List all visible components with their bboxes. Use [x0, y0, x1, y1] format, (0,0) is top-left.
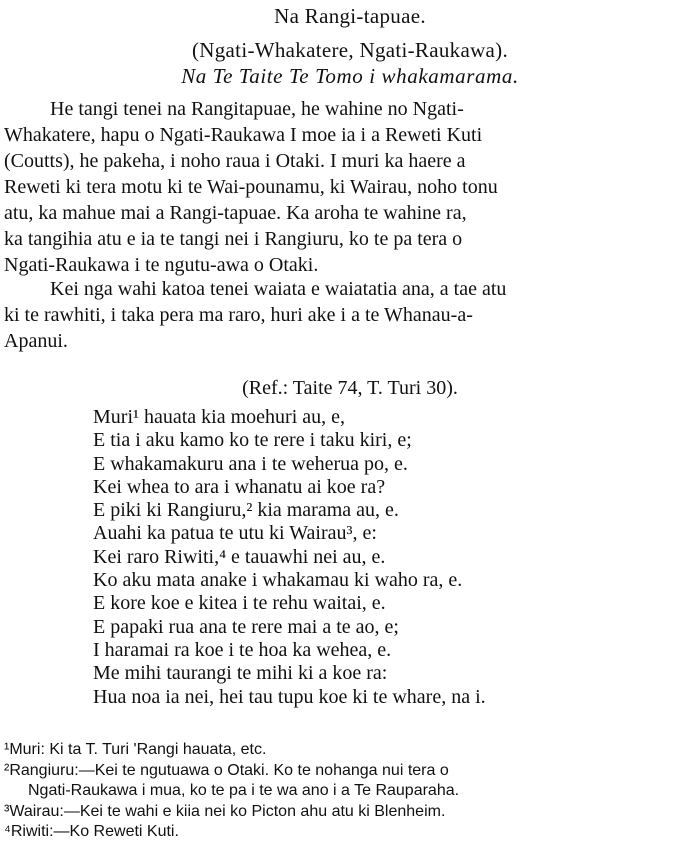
- verse-line: E whakamakuru ana i te weherua po, e.: [93, 452, 408, 475]
- intro-line: (Coutts), he pakeha, i noho raua i Otaki. I muri ka haere a: [4, 150, 466, 172]
- intro-line: ka tangihia atu e ia te tangi nei i Rangiuru, ko te pa tera o: [4, 228, 463, 250]
- verse-line: Auahi ka patua te utu ki Wairau³, e:: [93, 522, 377, 545]
- verse-line: Me mihi taurangi te mihi ki a koe ra:: [93, 662, 388, 685]
- verse-line: Ko aku mata anake i whakamau ki waho ra, e.: [93, 569, 463, 592]
- verse-line: Kei raro Riwiti,⁴ e tauawhi nei au, e.: [93, 545, 386, 568]
- reference-line: (Ref.: Taite 74, T. Turi 30).: [242, 377, 458, 399]
- intro-line: He tangi tenei na Rangitapuae, he wahine no Ngati-: [50, 98, 464, 120]
- intro-line: Ngati-Raukawa i te ngutu-awa o Otaki.: [4, 254, 319, 276]
- footnote: ¹Muri: Ki ta T. Turi 'Rangi hauata, etc.: [4, 741, 267, 758]
- verse-line: I haramai ra koe i te hoa ka wehea, e.: [93, 638, 392, 661]
- verse-line: Muri¹ hauata kia moehuri au, e,: [93, 406, 346, 428]
- intro-line: Reweti ki tera motu ki te Wai-pounamu, ki Wairau, noho tonu: [4, 176, 498, 198]
- intro-paragraph: [4, 96, 694, 278]
- distribution-line: Kei nga wahi katoa tenei waiata e waiatatia ana, a tae atu: [50, 278, 507, 300]
- distribution-paragraph: [4, 276, 694, 354]
- verse-line: E papaki rua ana te rere mai a te ao, e;: [93, 615, 399, 638]
- intro-line: atu, ka mahue mai a Rangi-tapuae. Ka aroha te wahine ra,: [4, 202, 467, 224]
- verse-line: E tia i aku kamo ko te rere i taku kiri, e;: [93, 429, 412, 452]
- song-verse: [93, 406, 693, 709]
- distribution-line: Apanui.: [4, 330, 68, 352]
- footnotes: [4, 740, 700, 843]
- intro-line: Whakatere, hapu o Ngati-Raukawa I moe ia i a Reweti Kuti: [4, 124, 483, 146]
- verse-line: E kore koe e kitea i te rehu waitai, e.: [93, 592, 386, 615]
- footnote: ³Wairau:—Kei te wahi e kiia nei ko Picton ahu atu ki Blenheim.: [4, 802, 446, 820]
- byline: Na Te Taite Te Tomo i whakamarama.: [181, 64, 519, 88]
- verse-line: Kei whea to ara i whanatu ai koe ra?: [93, 475, 386, 498]
- verse-line: Hua noa ia nei, hei tau tupu koe ki te whare, na i.: [93, 685, 486, 708]
- distribution-line: ki te rawhiti, i taka pera ma raro, huri ake i a te Whanau-a-: [4, 304, 473, 326]
- song-title: Na Rangi-tapuae.: [274, 4, 426, 28]
- footnote: ⁴Riwiti:—Ko Reweti Kuti.: [4, 823, 179, 840]
- footnote: Ngati-Raukawa i mua, ko te pa i te wa ano i a Te Rauparaha.: [28, 782, 460, 799]
- tribe-subtitle: (Ngati-Whakatere, Ngati-Raukawa).: [192, 38, 508, 62]
- footnote: ²Rangiuru:—Kei te ngutuawa o Otaki. Ko te nohanga nui tera o: [4, 761, 449, 779]
- verse-line: E piki ki Rangiuru,² kia marama au, e.: [93, 499, 399, 522]
